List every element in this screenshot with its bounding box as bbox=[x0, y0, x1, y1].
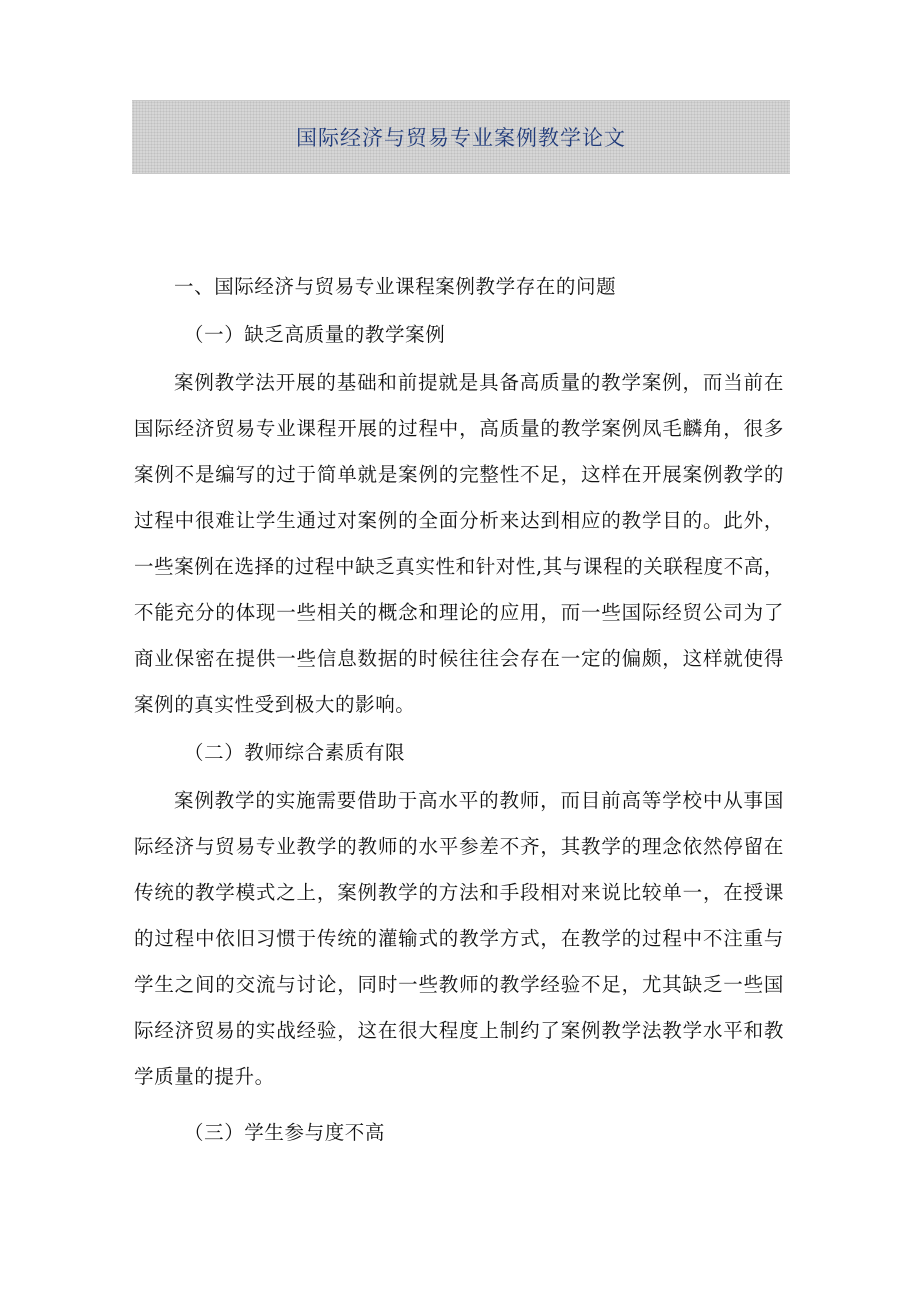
document-body bbox=[134, 264, 784, 1156]
title-banner bbox=[132, 100, 790, 174]
paragraph-2: 案例教学的实施需要借助于高水平的教师，而目前高等学校中从事国际经济与贸易专业教学的教师的水平参差不齐，其教学的理念依然停留在传统的教学模式之上，案例教学的方法和手段相对来说比较单一，在授课的过程中依旧习惯于传统的灌输式的教学方式，在教学的过程中不注重与学生之间的交流与讨论，同时一些教师的教学经验不足，尤其缺乏一些国际经济贸易的实战经验，这在很大程度上制约了案例教学法教学水平和教学质量的提升。 bbox=[134, 789, 784, 1088]
subsection-heading-2: （二）教师综合素质有限 bbox=[184, 741, 406, 764]
paragraph-1: 案例教学法开展的基础和前提就是具备高质量的教学案例，而当前在国际经济贸易专业课程开展的过程中，高质量的教学案例凤毛麟角，很多案例不是编写的过于简单就是案例的完整性不足，这样在开展案例教学的过程中很难让学生通过对案例的全面分析来达到相应的教学目的。此外，一些案例在选择的过程中缺乏真实性和针对性,其与课程的关联程度不高，不能充分的体现一些相关的概念和理论的应用，而一些国际经贸公司为了商业保密在提供一些信息数据的时候往往会存在一定的偏颇，这样就使得案例的真实性受到极大的影响。 bbox=[134, 371, 784, 716]
section-heading: 一、国际经济与贸易专业课程案例教学存在的问题 bbox=[174, 275, 617, 298]
subsection-heading-1: （一）缺乏高质量的教学案例 bbox=[184, 323, 446, 346]
subsection-heading-3: （三）学生参与度不高 bbox=[184, 1121, 386, 1144]
document-title: 国际经济与贸易专业案例教学论文 bbox=[296, 126, 626, 150]
